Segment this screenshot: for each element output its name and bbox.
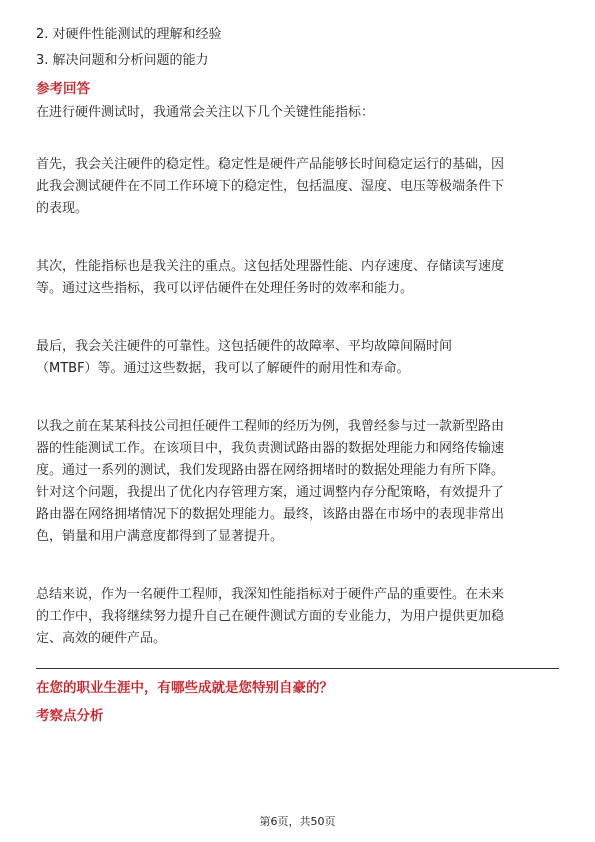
- text-line: 度。通过一系列的测试，我们发现路由器在网络拥堵时的数据处理能力有所下降。: [36, 463, 505, 478]
- analysis-heading: 考察点分析: [36, 708, 104, 724]
- paragraph-summary: [36, 584, 563, 650]
- paragraph-performance: [36, 256, 563, 300]
- text-line: 路由器在网络拥堵情况下的数据处理能力。最终，该路由器在市场中的表现非常出: [36, 507, 505, 522]
- text-line: 定、高效的硬件产品。: [36, 631, 167, 646]
- paragraph-stability: [36, 154, 563, 220]
- page-content: [36, 22, 563, 727]
- text-line: 色，销量和用户满意度都得到了显著提升。: [36, 529, 284, 544]
- list-item-2: 2. 对硬件性能测试的理解和经验: [36, 27, 222, 42]
- page-number-footer: 第6页，共50页: [259, 815, 336, 828]
- spacer: [36, 124, 563, 146]
- text-line: 等。通过这些指标，我可以评估硬件在处理任务时的效率和能力。: [36, 281, 414, 296]
- text-line: 以我之前在某某科技公司担任硬件工程师的经历为例，我曾经参与过一款新型路由: [36, 419, 505, 434]
- spacer: [36, 220, 563, 242]
- list-item-3: 3. 解决问题和分析问题的能力: [36, 53, 209, 68]
- spacer: [36, 380, 563, 402]
- answer-intro: 在进行硬件测试时，我通常会关注以下几个关键性能指标：: [36, 105, 375, 120]
- text-line: 针对这个问题，我提出了优化内存管理方案，通过调整内存分配策略，有效提升了: [36, 485, 505, 500]
- text-line: 首先，我会关注硬件的稳定性。稳定性是硬件产品能够长时间稳定运行的基础，因: [36, 157, 505, 172]
- answer-heading: 参考回答: [36, 81, 90, 97]
- paragraph-experience: [36, 416, 563, 548]
- text-line: 器的性能测试工作。在该项目中，我负责测试路由器的数据处理能力和网络传输速: [36, 441, 505, 456]
- spacer: [36, 300, 563, 322]
- text-line: 此我会测试硬件在不同工作环境下的稳定性，包括温度、湿度、电压等极端条件下: [36, 179, 505, 194]
- next-question-heading: 在您的职业生涯中，有哪些成就是您特别自豪的？: [36, 680, 333, 696]
- text-line: 的工作中，我将继续努力提升自己在硬件测试方面的专业能力，为用户提供更加稳: [36, 609, 505, 624]
- text-line: 总结来说，作为一名硬件工程师，我深知性能指标对于硬件产品的重要性。在未来: [36, 587, 505, 602]
- text-line: 其次，性能指标也是我关注的重点。这包括处理器性能、内存速度、存储读写速度: [36, 259, 505, 274]
- text-line: 最后，我会关注硬件的可靠性。这包括硬件的故障率、平均故障间隔时间: [36, 339, 453, 354]
- text-line: （MTBF）等。通过这些数据，我可以了解硬件的耐用性和寿命。: [36, 361, 410, 376]
- section-divider: [36, 668, 559, 669]
- text-line: 的表现。: [36, 201, 89, 216]
- spacer: [36, 548, 563, 570]
- paragraph-reliability: [36, 336, 563, 380]
